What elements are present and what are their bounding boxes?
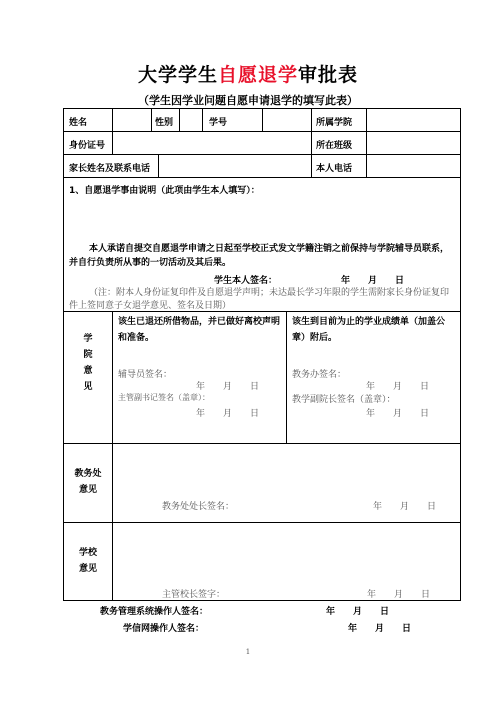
phone-label: 本人电话 bbox=[316, 164, 353, 174]
id-card-label: 身份证号 bbox=[69, 141, 106, 151]
school-opinion-label: 学校 意见 bbox=[78, 548, 97, 574]
academic-affairs-label: 教务处 意见 bbox=[74, 469, 102, 495]
secretary-sign-date: 年 月 日 bbox=[196, 409, 260, 419]
xuexin-operator-sign-date: 年 月 日 bbox=[348, 624, 412, 634]
approval-table bbox=[63, 108, 461, 601]
form-title bbox=[0, 60, 496, 87]
secretary-sign-label: 主管副书记签名（盖章）： bbox=[118, 393, 210, 402]
college-label: 所属学院 bbox=[316, 118, 353, 128]
system-operator-sign-label: 教务管理系统操作人签名： bbox=[100, 607, 209, 617]
pledge-text: 本人承诺自提交自愿退学申请之日起至学校正式发文学籍注销之前保持与学院辅导员联系，并自行负责所从事的一切活动及其后果。 bbox=[69, 244, 450, 268]
title-highlight: 自愿退学 bbox=[217, 64, 298, 86]
xuexin-operator-sign-label: 学信网操作人签名： bbox=[123, 624, 205, 634]
college-left-text: 该生已退还所借物品，并已做好离校声明和准备。 bbox=[118, 317, 281, 343]
vice-dean-sign-date: 年 月 日 bbox=[366, 409, 430, 419]
gender-label: 性别 bbox=[155, 118, 174, 128]
title-post: 审批表 bbox=[298, 64, 359, 86]
class-label: 所在班级 bbox=[316, 141, 353, 151]
student-sign-label: 学生本人签名： bbox=[214, 276, 278, 286]
class-field[interactable] bbox=[367, 132, 459, 153]
system-operator-sign-date: 年 月 日 bbox=[326, 607, 390, 617]
name-field[interactable] bbox=[113, 110, 150, 130]
counselor-sign-date: 年 月 日 bbox=[196, 382, 260, 392]
parent-contact-label: 家长姓名及联系电话 bbox=[69, 164, 151, 174]
college-field[interactable] bbox=[367, 110, 459, 130]
academic-affairs-sign-label: 教务处处长签名： bbox=[162, 502, 235, 512]
student-id-label: 学号 bbox=[209, 118, 228, 128]
reason-textarea[interactable] bbox=[69, 197, 455, 239]
reason-heading: 1、自愿退学事由说明（此项由学生本人填写）： bbox=[69, 186, 260, 196]
id-card-field[interactable] bbox=[113, 132, 310, 153]
gender-field[interactable] bbox=[180, 110, 201, 130]
student-sign-date: 年 月 日 bbox=[341, 276, 405, 286]
academic-office-sign-label: 教务办签名： bbox=[292, 370, 347, 380]
principal-sign-label: 主管校长签字： bbox=[162, 590, 226, 600]
title-pre: 大学学生 bbox=[137, 64, 218, 86]
principal-sign-date: 年 月 日 bbox=[367, 590, 431, 600]
reason-note: （注：附本人身份证复印件及自愿退学声明；未达最长学习年限的学生需附家长身份证复印件上签同意子女退学意见、签名及日期） bbox=[69, 288, 450, 311]
vice-dean-sign-label: 教学副院长签名（盖章）： bbox=[292, 395, 396, 405]
academic-affairs-opinion-field[interactable] bbox=[114, 445, 458, 495]
page-number: 1 bbox=[245, 648, 251, 656]
academic-affairs-sign-date: 年 月 日 bbox=[373, 502, 437, 512]
college-right-text: 该生到目前为止的学业成绩单（加盖公章）附后。 bbox=[292, 317, 446, 343]
student-id-field[interactable] bbox=[263, 110, 310, 130]
counselor-sign-label: 辅导员签名： bbox=[118, 370, 173, 380]
phone-field[interactable] bbox=[367, 155, 459, 176]
name-label: 姓名 bbox=[69, 118, 88, 128]
form-subtitle: （学生因学业问题自愿申请退学的填写此表） bbox=[138, 94, 358, 107]
school-opinion-field[interactable] bbox=[114, 524, 458, 579]
parent-contact-field[interactable] bbox=[159, 155, 310, 176]
college-opinion-label: 学 院 意 见 bbox=[83, 334, 93, 392]
academic-office-sign-date: 年 月 日 bbox=[366, 382, 430, 392]
